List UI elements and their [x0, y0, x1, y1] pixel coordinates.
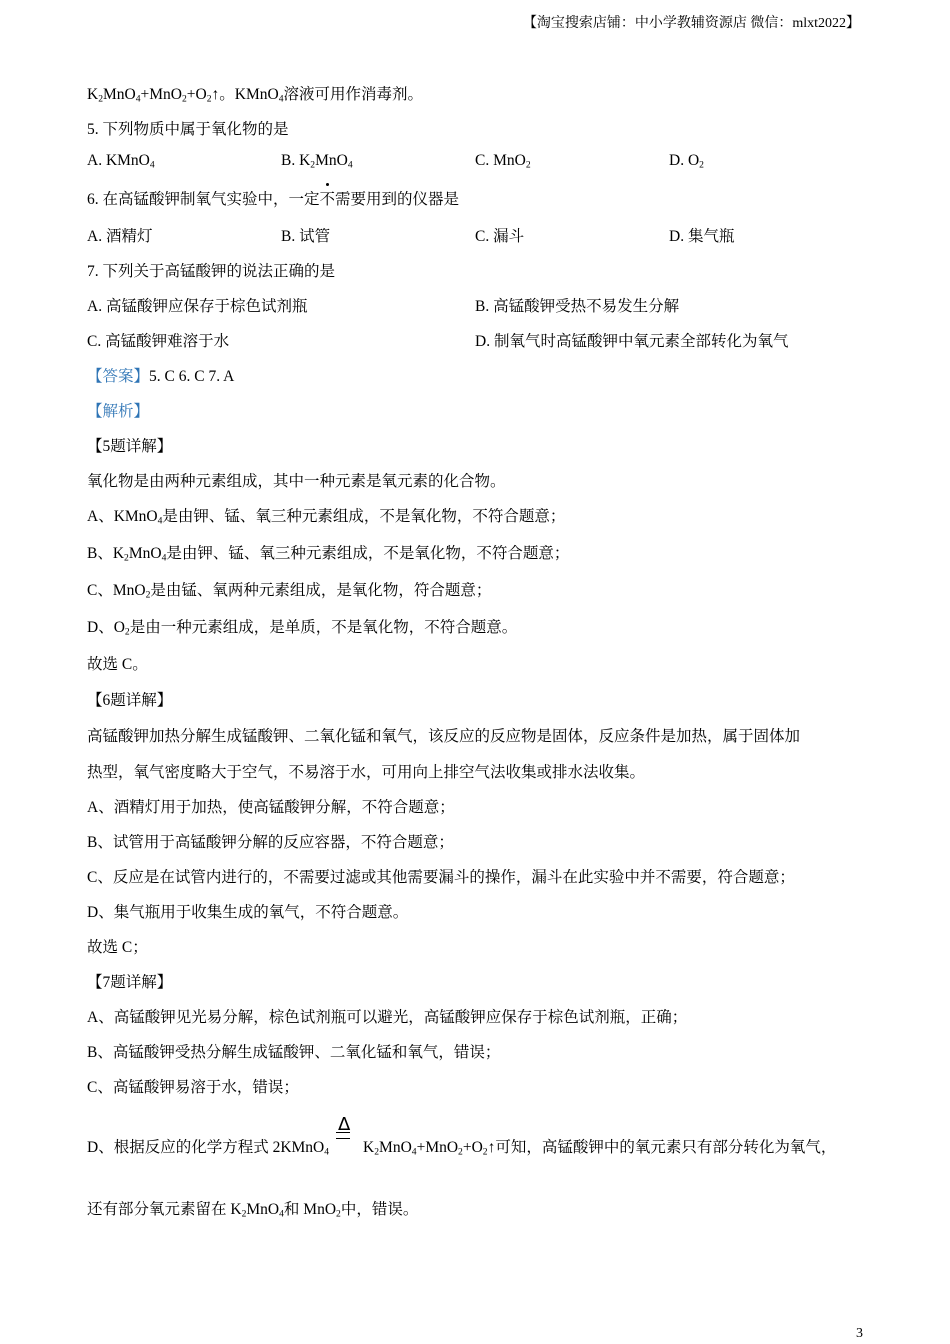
detail-7-a: A、高锰酸钾见光易分解，棕色试剂瓶可以避光，高锰酸钾应保存于棕色试剂瓶，正确； [87, 1009, 688, 1026]
detail-6-b: B、试管用于高锰酸钾分解的反应容器，不符合题意； [87, 834, 454, 851]
q7-option-c: C. 高锰酸钾难溶于水 [87, 333, 230, 350]
detail-6-c: C、反应是在试管内进行的，不需要过滤或其他需要漏斗的操作，漏斗在此实验中并不需要，符合题意； [87, 869, 795, 886]
detail-6-conclusion: 故选 C； [87, 939, 148, 956]
detail-6-d: D、集气瓶用于收集生成的氧气，不符合题意。 [87, 904, 409, 921]
detail-7-title: 【7题详解】 [87, 974, 173, 991]
q5-option-b: B. $K_2MnO_4$ [281, 152, 353, 171]
q7-option-a: A. 高锰酸钾应保存于棕色试剂瓶 [87, 298, 308, 315]
q7-option-d: D. 制氧气时高锰酸钾中氧元素全部转化为氧气 [475, 333, 789, 350]
answer-tag: 【答案】 [87, 368, 150, 385]
detail-7-b: B、高锰酸钾受热分解生成锰酸钾、二氧化锰和氧气，错误； [87, 1044, 501, 1061]
detail-6-para-1: 高锰酸钾加热分解生成锰酸钾、二氧化锰和氧气，该反应的反应物是固体，反应条件是加热，属于固体加 [87, 728, 801, 745]
detail-5-d: D、$O_2$是由一种元素组成，是单质，不是氧化物，不符合题意。 [87, 619, 518, 638]
q5-option-c: C. MnO$_2$ [475, 152, 531, 171]
detail-7-d-equation: D、根据反应的化学方程式 2KMnO$_4$ Δ $K_2MnO_4+MnO_2+O_2↑$可知，高锰酸钾中的氧元素只有部分转化为氧气， [87, 1114, 837, 1158]
detail-6-a: A、酒精灯用于加热，使高锰酸钾分解，不符合题意； [87, 799, 455, 816]
q5-option-d: D. $O_2$ [669, 152, 704, 171]
q6-option-d: D. 集气瓶 [669, 228, 735, 245]
analysis-tag: 【解析】 [87, 403, 150, 420]
detail-5-c: C、MnO$_2$是由锰、氧两种元素组成，是氧化物，符合题意； [87, 582, 492, 601]
question-5-stem: 5. 下列物质中属于氧化物的是 [87, 121, 289, 138]
page-number: 3 [856, 1326, 863, 1341]
detail-5-title: 【5题详解】 [87, 438, 173, 455]
heat-condition [332, 1114, 360, 1152]
detail-7-c: C、高锰酸钾易溶于水，错误； [87, 1079, 299, 1096]
q5-option-a: A. KMnO$_4$ [87, 152, 155, 171]
answer-line: 【答案】5. C 6. C 7. A [87, 368, 235, 385]
q6-option-b: B. 试管 [281, 228, 331, 245]
delta-symbol: Δ [338, 1114, 351, 1135]
q7-option-b: B. 高锰酸钾受热不易发生分解 [475, 298, 680, 315]
detail-5-conclusion: 故选 C。 [87, 656, 148, 673]
page-header: 【淘宝搜索店铺：中小学教辅资源店 微信：mlxt2022】 [522, 16, 860, 31]
detail-6-title: 【6题详解】 [87, 692, 173, 709]
detail-6-para-2: 热型，氧气密度略大于空气，不易溶于水，可用向上排空气法收集或排水法收集。 [87, 764, 646, 781]
q6-option-a: A. 酒精灯 [87, 228, 153, 245]
question-7-stem: 7. 下列关于高锰酸钾的说法正确的是 [87, 263, 336, 280]
question-6-stem: 6. 在高锰酸钾制氧气实验中，一定不需要用到的仪器是 [87, 187, 459, 209]
q6-option-c: C. 漏斗 [475, 228, 525, 245]
detail-5-b: B、$K_2MnO_4$是由钾、锰、氧三种元素组成，不是氧化物，不符合题意； [87, 545, 570, 564]
detail-5-definition: 氧化物是由两种元素组成，其中一种元素是氧元素的化合物。 [87, 473, 506, 490]
emphasis-dot: 不 [320, 187, 336, 209]
reaction-line: $K_2MnO_4+MnO_2+O_2↑$。KMnO$_4$溶液可用作消毒剂。 [87, 86, 424, 105]
detail-5-a: A、KMnO$_4$是由钾、锰、氧三种元素组成，不是氧化物，不符合题意； [87, 508, 566, 527]
detail-7-d-continued: 还有部分氧元素留在 $K_2MnO_4$和 MnO$_2$中，错误。 [87, 1201, 419, 1220]
